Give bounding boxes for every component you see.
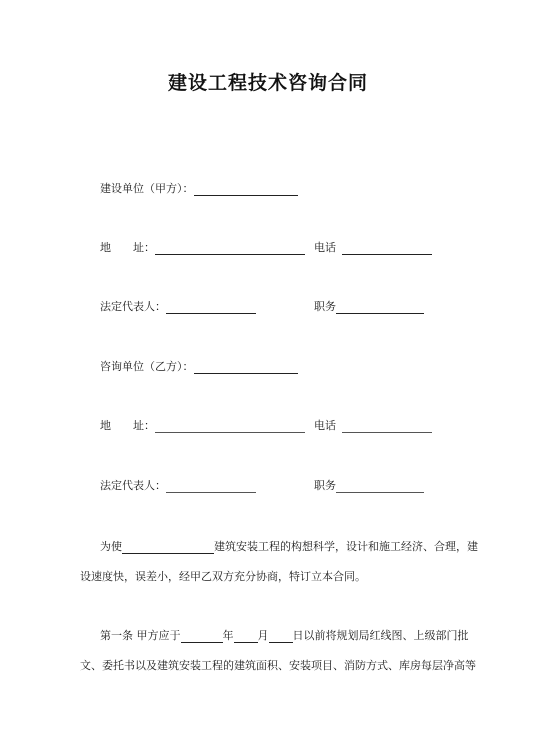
address-blank-2[interactable] <box>155 419 305 433</box>
party-b-label: 咨询单位（乙方）： <box>100 360 194 373</box>
document-title: 建设工程技术咨询合同 <box>167 72 368 94</box>
phone-label-2: 电话 <box>314 419 336 432</box>
intro-line-2: 设速度快，误差小，经甲乙双方充分协商，特订立本合同。 <box>80 570 366 583</box>
article-1-month-label: 月 <box>257 629 269 642</box>
phone-row-2 <box>314 419 432 433</box>
party-a-blank[interactable] <box>194 182 298 196</box>
legal-rep-label-1: 法定代表人： <box>100 300 166 313</box>
address-row-2 <box>100 419 305 433</box>
party-b-blank[interactable] <box>194 360 298 374</box>
article-1-day-blank[interactable] <box>269 630 293 643</box>
article-1-year-blank[interactable] <box>181 630 223 643</box>
intro-suffix: 建筑安装工程的构想科学，设计和施工经济、合理，建 <box>214 540 478 553</box>
party-a-row <box>100 182 298 196</box>
article-1-month-blank[interactable] <box>234 630 258 643</box>
phone-label-1: 电话 <box>314 241 336 254</box>
article-1-rest: 日以前将规划局红线图、上级部门批 <box>292 629 469 642</box>
intro-prefix: 为使 <box>100 540 122 553</box>
article-1-year-label: 年 <box>222 629 234 642</box>
legal-rep-blank-2[interactable] <box>166 479 256 493</box>
legal-rep-blank-1[interactable] <box>166 300 256 314</box>
legal-rep-row-1 <box>100 300 256 314</box>
position-row-2 <box>314 479 424 493</box>
address-label-1: 地 址： <box>100 241 155 254</box>
address-blank-1[interactable] <box>155 241 305 255</box>
article-1-prefix: 第一条 甲方应于 <box>100 629 181 642</box>
intro-line-1 <box>100 540 480 554</box>
legal-rep-label-2: 法定代表人： <box>100 479 166 492</box>
phone-blank-2[interactable] <box>342 419 432 433</box>
position-blank-1[interactable] <box>336 300 424 314</box>
position-label-1: 职务 <box>314 300 336 313</box>
address-label-2: 地 址： <box>100 419 155 432</box>
position-blank-2[interactable] <box>336 479 424 493</box>
phone-row-1 <box>314 241 432 255</box>
position-row-1 <box>314 300 424 314</box>
address-row-1 <box>100 241 305 255</box>
article-1-line-2: 文、委托书以及建筑安装工程的建筑面积、安装项目、消防方式、库房每层净高等 <box>80 659 476 672</box>
intro-project-blank[interactable] <box>122 541 214 554</box>
legal-rep-row-2 <box>100 479 256 493</box>
article-1-line-1 <box>100 629 480 643</box>
party-b-row <box>100 360 298 374</box>
party-a-label: 建设单位（甲方）： <box>100 182 194 195</box>
phone-blank-1[interactable] <box>342 241 432 255</box>
position-label-2: 职务 <box>314 479 336 492</box>
